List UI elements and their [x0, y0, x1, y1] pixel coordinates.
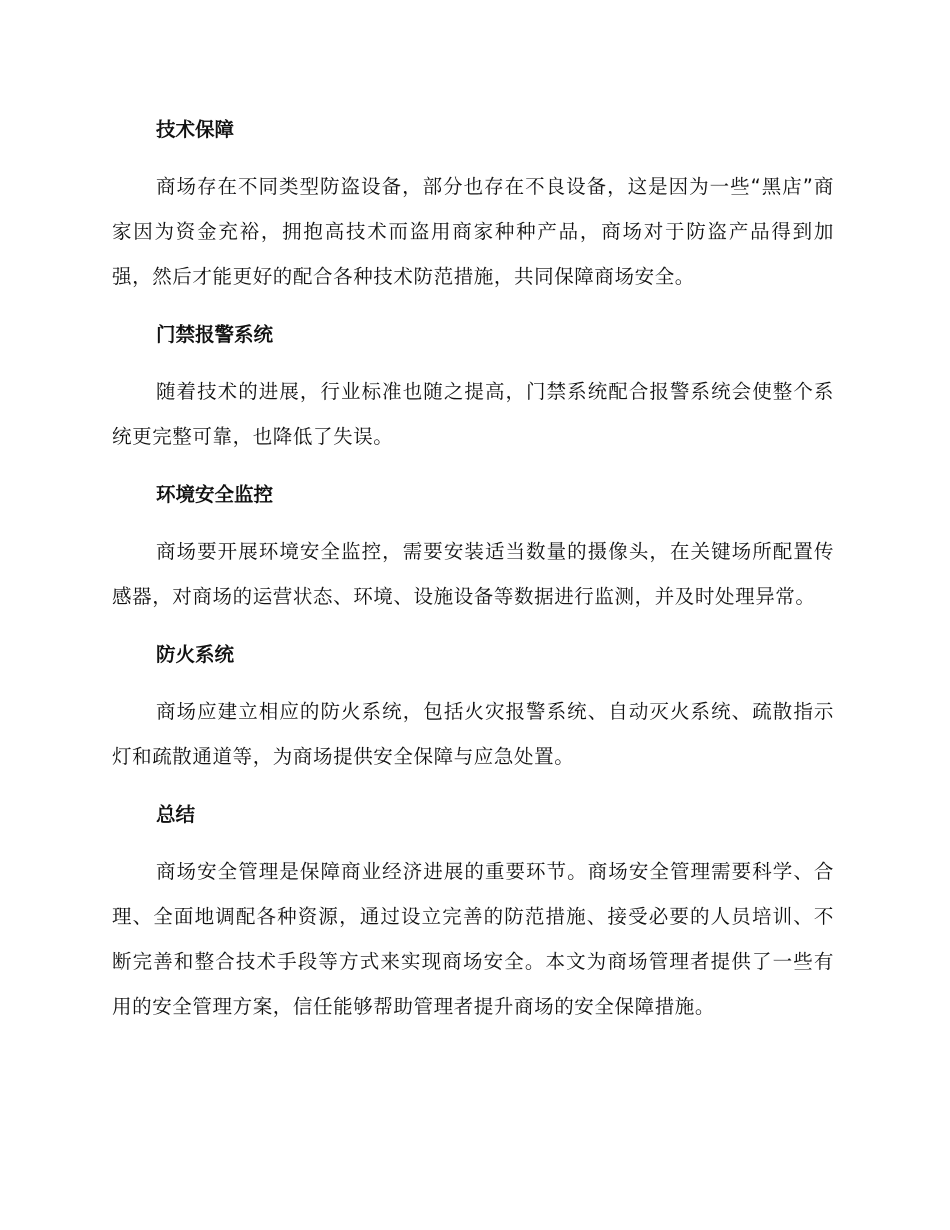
- section-technical-assurance: [112, 108, 834, 299]
- section-heading: 环境安全监控: [156, 483, 274, 506]
- section-heading: 技术保障: [156, 118, 235, 141]
- section-environment-monitoring: [112, 473, 834, 619]
- section-paragraph: 商场应建立相应的防火系统，包括火灾报警系统、自动灭火系统、疏散指示灯和疏散通道等，为商场提供安全保障与应急处置。: [112, 700, 834, 768]
- section-heading: 门禁报警系统: [156, 323, 274, 346]
- section-summary: [112, 793, 834, 1029]
- section-paragraph: 商场安全管理是保障商业经济进展的重要环节。商场安全管理需要科学、合理、全面地调配各种资源，通过设立完善的防范措施、接受必要的人员培训、不断完善和整合技术手段等方式来实现商场安全。本文为商场管理者提供了一些有用的安全管理方案，信任能够帮助管理者提升商场的安全保障措施。: [112, 860, 834, 1018]
- section-heading: 防火系统: [156, 643, 235, 666]
- section-paragraph: 商场存在不同类型防盗设备，部分也存在不良设备，这是因为一些“黑店”商家因为资金充裕，拥抱高技术而盗用商家种种产品，商场对于防盗产品得到加强，然后才能更好的配合各种技术防范措施，共同保障商场安全。: [112, 175, 834, 288]
- section-paragraph: 商场要开展环境安全监控，需要安装适当数量的摄像头，在关键场所配置传感器，对商场的运营状态、环境、设施设备等数据进行监测，并及时处理异常。: [112, 540, 834, 608]
- document-page: [112, 108, 834, 1029]
- section-paragraph: 随着技术的进展，行业标准也随之提高，门禁系统配合报警系统会使整个系统更完整可靠，也降低了失误。: [112, 380, 834, 448]
- section-fire-system: [112, 633, 834, 779]
- section-heading: 总结: [156, 803, 196, 826]
- section-access-alarm: [112, 313, 834, 459]
